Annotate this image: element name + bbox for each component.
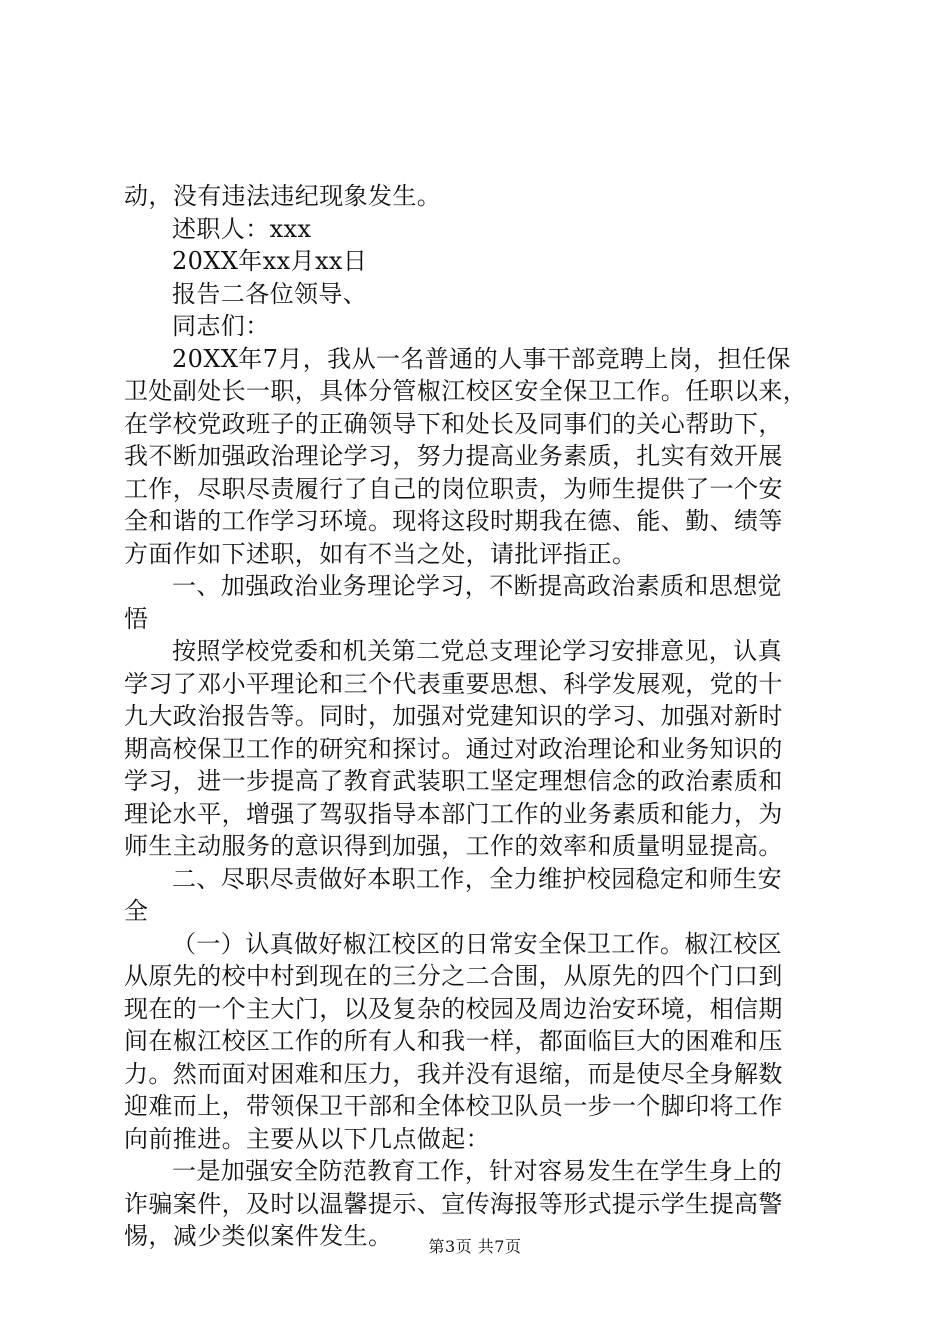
text-line: 动，没有违法违纪现象发生。: [124, 182, 442, 210]
text-line: 间在椒江校区工作的所有人和我一样，都面临巨大的困难和压: [124, 1027, 783, 1055]
section-heading-1-cont: 悟: [124, 604, 149, 633]
text-line: 学习，进一步提高了教育武装职工坚定理想信念的政治素质和: [124, 767, 783, 795]
text-line: 现在的一个主大门，以及复杂的校园及周边治安环境，相信期: [124, 994, 783, 1023]
paragraph-start: 20XX年7月，我从一名普通的人事干部竞聘上岗，担任保: [172, 344, 791, 373]
paragraph-start: 一是加强安全防范教育工作，针对容易发生在学生身上的: [172, 1157, 782, 1185]
page-number-footer: 第3页 共7页: [428, 1237, 522, 1256]
text-line: 理论水平，增强了驾驭指导本部门工作的业务素质和能力，为: [124, 799, 783, 828]
paragraph-start: （一）认真做好椒江校区的日常安全保卫工作。椒江校区: [172, 929, 782, 958]
text-line: 全和谐的工作学习环境。现将这段时期我在德、能、勤、绩等: [124, 507, 783, 535]
date-line: 20XX年xx月xx日: [172, 247, 368, 275]
text-line: 方面作如下述职，如有不当之处，请批评指正。: [124, 539, 637, 568]
text-line: 卫处副处长一职，具体分管椒江校区安全保卫工作。任职以来，: [124, 377, 808, 405]
signature-line: 述职人：xxx: [172, 214, 312, 243]
text-line: 从原先的校中村到现在的三分之二合围，从原先的四个门口到: [124, 962, 783, 990]
text-line: 力。然而面对困难和压力，我并没有退缩，而是使尽全身解数: [124, 1059, 783, 1088]
text-line: 期高校保卫工作的研究和探讨。通过对政治理论和业务知识的: [124, 734, 783, 763]
document-body: [124, 180, 834, 1253]
section-heading-2-cont: 全: [124, 897, 149, 925]
text-line: 我不断加强政治理论学习，努力提高业务素质，扎实有效开展: [124, 442, 783, 470]
section-heading-1: 一、加强政治业务理论学习，不断提高政治素质和思想觉: [172, 572, 782, 600]
text-line: 向前推进。主要从以下几点做起：: [124, 1124, 490, 1153]
text-line: 师生主动服务的意识得到加强，工作的效率和质量明显提高。: [124, 832, 783, 860]
text-line: 惕，减少类似案件发生。: [124, 1222, 393, 1250]
report-title-line: 报告二各位领导、: [172, 279, 368, 308]
section-heading-2: 二、尽职尽责做好本职工作，全力维护校园稳定和师生安: [172, 864, 782, 893]
text-line: 在学校党政班子的正确领导下和处长及同事们的关心帮助下，: [124, 409, 783, 438]
text-line: 工作，尽职尽责履行了自己的岗位职责，为师生提供了一个安: [124, 474, 783, 503]
text-line: 诈骗案件，及时以温馨提示、宣传海报等形式提示学生提高警: [124, 1189, 783, 1218]
text-line: 九大政治报告等。同时，加强对党建知识的学习、加强对新时: [124, 702, 783, 730]
text-line: 学习了邓小平理论和三个代表重要思想、科学发展观，党的十: [124, 669, 783, 698]
salutation-line: 同志们：: [172, 312, 270, 340]
text-line: 迎难而上，带领保卫干部和全体校卫队员一步一个脚印将工作: [124, 1092, 783, 1120]
paragraph-start: 按照学校党委和机关第二党总支理论学习安排意见，认真: [172, 637, 782, 665]
